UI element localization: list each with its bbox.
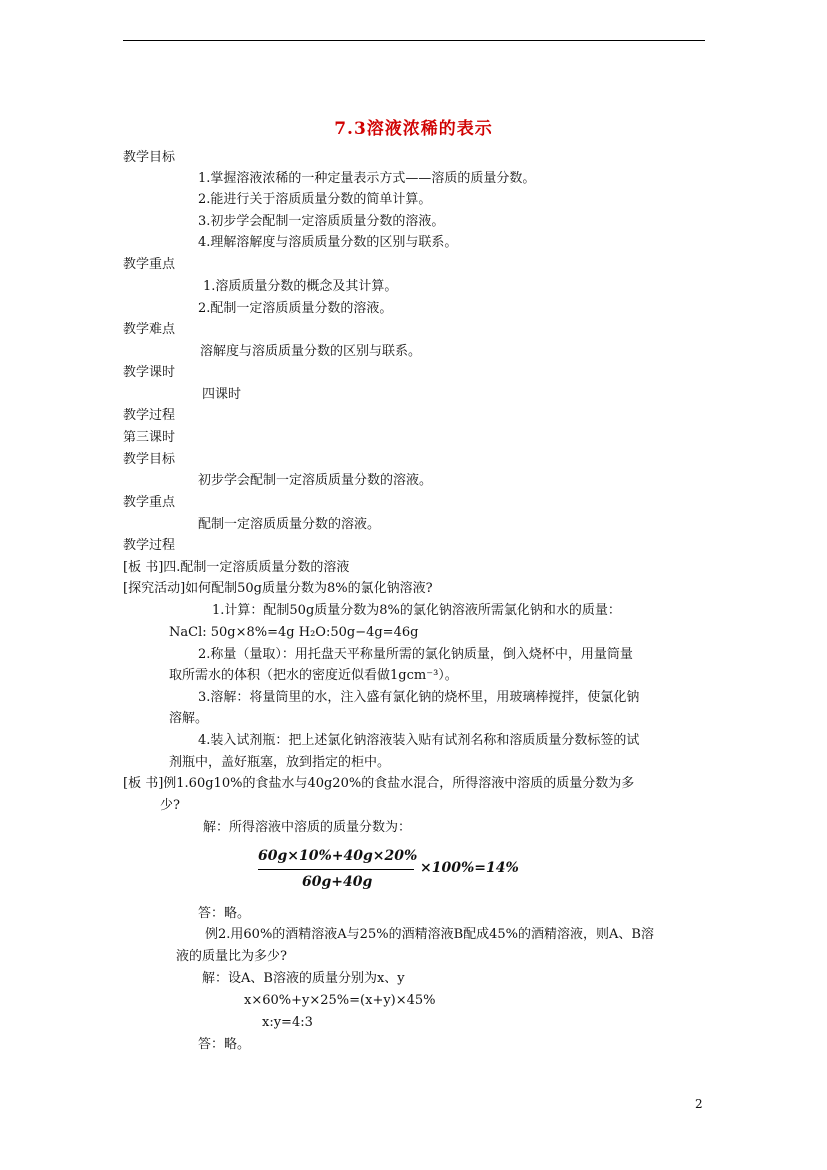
text-line: 答：略。: [198, 1037, 251, 1052]
text-line: 2.配制一定溶质质量分数的溶液。: [198, 301, 393, 316]
text-line: 第三课时: [123, 430, 176, 445]
text-line: 初步学会配制一定溶质质量分数的溶液。: [198, 473, 433, 488]
text-line: [板 书]四.配制一定溶质质量分数的溶液: [123, 560, 350, 575]
text-line: 配制一定溶质质量分数的溶液。: [198, 517, 381, 532]
text-line: 取所需水的体积（把水的密度近似看做1gcm⁻³）。: [169, 668, 458, 683]
text-line: 少?: [160, 798, 180, 813]
text-line: 教学课时: [123, 365, 176, 380]
formula-denominator: 60g+40g: [302, 874, 373, 890]
text-line: 教学过程: [123, 408, 176, 423]
text-line: 溶解。: [169, 711, 209, 726]
text-line: NaCl: 50g×8%=4g H₂O:50g−4g=46g: [169, 625, 419, 640]
text-line: 教学重点: [123, 495, 176, 510]
page-number: 2: [695, 1097, 703, 1111]
text-line: 1.计算：配制50g质量分数为8%的氯化钠溶液所需氯化钠和水的质量：: [212, 603, 621, 618]
text-line: 例2.用60%的酒精溶液A与25%的酒精溶液B配成45%的酒精溶液，则A、B溶: [205, 927, 654, 942]
text-line: 四课时: [202, 387, 242, 402]
text-line: 4.理解溶解度与溶质质量分数的区别与联系。: [198, 235, 458, 250]
formula-result: ×100%=14%: [420, 860, 519, 876]
text-line: 2.称量（量取）：用托盘天平称量所需的氯化钠质量，倒入烧杯中，用量筒量: [198, 647, 633, 662]
text-line: x:y=4:3: [262, 1015, 313, 1030]
text-line: 1.溶质质量分数的概念及其计算。: [203, 279, 398, 294]
header-rule: [123, 40, 705, 41]
text-line: 3.溶解：将量筒里的水，注入盛有氯化钠的烧杯里，用玻璃棒搅拌，使氯化钠: [198, 690, 640, 705]
text-line: [探究活动]如何配制50g质量分数为8%的氯化钠溶液?: [123, 581, 433, 596]
text-line: 教学难点: [123, 322, 176, 337]
text-line: 4.装入试剂瓶：把上述氯化钠溶液装入贴有试剂名称和溶质质量分数标签的试: [198, 733, 640, 748]
text-line: 液的质量比为多少?: [176, 949, 287, 964]
text-line: 教学重点: [123, 257, 176, 272]
text-line: 3.初步学会配制一定溶质质量分数的溶液。: [198, 214, 445, 229]
text-line: 教学目标: [123, 452, 176, 467]
text-line: x×60%+y×25%=(x+y)×45%: [244, 993, 436, 1008]
page-title: 7.3溶液浓稀的表示: [334, 119, 493, 139]
text-line: 教学过程: [123, 538, 176, 553]
text-line: 溶解度与溶质质量分数的区别与联系。: [200, 344, 422, 359]
text-line: 教学目标: [123, 150, 176, 165]
text-line: [板 书]例1.60g10%的食盐水与40g20%的食盐水混合，所得溶液中溶质的质量分数为多: [123, 776, 635, 791]
text-line: 答：略。: [198, 906, 251, 921]
text-line: 2.能进行关于溶质质量分数的简单计算。: [198, 192, 432, 207]
formula-numerator: 60g×10%+40g×20%: [258, 848, 418, 864]
fraction-bar: [258, 869, 414, 870]
text-line: 剂瓶中，盖好瓶塞，放到指定的柜中。: [169, 755, 391, 770]
text-line: 解：设A、B溶液的质量分别为x、y: [202, 971, 405, 986]
text-line: 1.掌握溶液浓稀的一种定量表示方式——溶质的质量分数。: [198, 171, 536, 186]
text-line: 解：所得溶液中溶质的质量分数为：: [203, 820, 412, 835]
